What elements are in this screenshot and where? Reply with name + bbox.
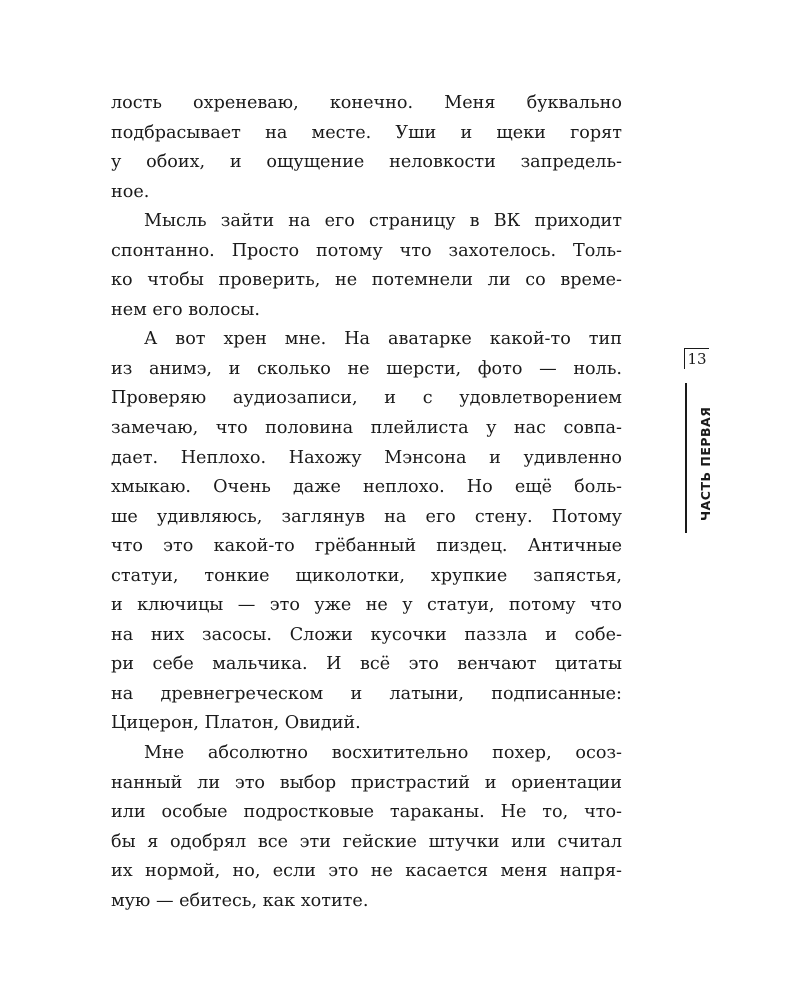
text-line: или особые подростковые тараканы. Не то, что-: [111, 802, 622, 823]
header-rule: [685, 383, 687, 533]
text-line: спонтанно. Просто потому что захотелось. Толь-: [111, 240, 622, 261]
text-line: дает. Неплохо. Нахожу Мэнсона и удивленно: [111, 447, 622, 468]
text-line: статуи, тонкие щиколотки, хрупкие запястья,: [111, 565, 622, 586]
text-line: лость охреневаю, конечно. Меня буквально: [111, 93, 622, 113]
body-text: [111, 89, 622, 916]
text-line: ное.: [111, 181, 150, 202]
page-number: 13: [684, 348, 709, 369]
text-line: у обоих, и ощущение неловкости запредель-: [111, 152, 622, 173]
text-line: Мысль зайти на его страницу в ВК приходит: [144, 211, 622, 232]
text-line: нем его волосы.: [111, 299, 260, 320]
text-line: подбрасывает на месте. Уши и щеки горят: [111, 122, 622, 143]
text-line: А вот хрен мне. На аватарке какой-то тип: [144, 329, 622, 350]
text-line: хмыкаю. Очень даже неплохо. Но ещё боль-: [111, 477, 622, 498]
text-line: из анимэ, и сколько не шерсти, фото — ноль.: [111, 358, 622, 379]
text-line: нанный ли это выбор пристрастий и ориентации: [111, 772, 622, 793]
text-line: и ключицы — это уже не у статуи, потому что: [111, 595, 622, 616]
text-line: Проверяю аудиозаписи, и с удовлетворением: [111, 388, 622, 409]
text-line: что это какой-то грёбанный пиздец. Античные: [111, 536, 622, 557]
text-line: их нормой, но, если это не касается меня напря-: [111, 861, 622, 882]
text-line: на них засосы. Сложи кусочки паззла и собе-: [111, 624, 622, 645]
text-line: Мне абсолютно восхитительно похер, осоз-: [144, 743, 622, 764]
text-line: ше удивляюсь, заглянув на его стену. Потому: [111, 506, 622, 527]
section-title: ЧАСТЬ ПЕРВАЯ: [698, 406, 713, 521]
text-line: мую — ебитесь, как хотите.: [111, 890, 369, 911]
text-line: Цицерон, Платон, Овидий.: [111, 713, 361, 734]
text-line: замечаю, что половина плейлиста у нас совпа-: [111, 418, 622, 439]
text-line: бы я одобрял все эти гейские штучки или считал: [111, 831, 622, 852]
text-line: на древнегреческом и латыни, подписанные:: [111, 683, 622, 704]
text-line: ри себе мальчика. И всё это венчают цитаты: [111, 654, 622, 675]
text-line: ко чтобы проверить, не потемнели ли со време-: [111, 270, 622, 291]
